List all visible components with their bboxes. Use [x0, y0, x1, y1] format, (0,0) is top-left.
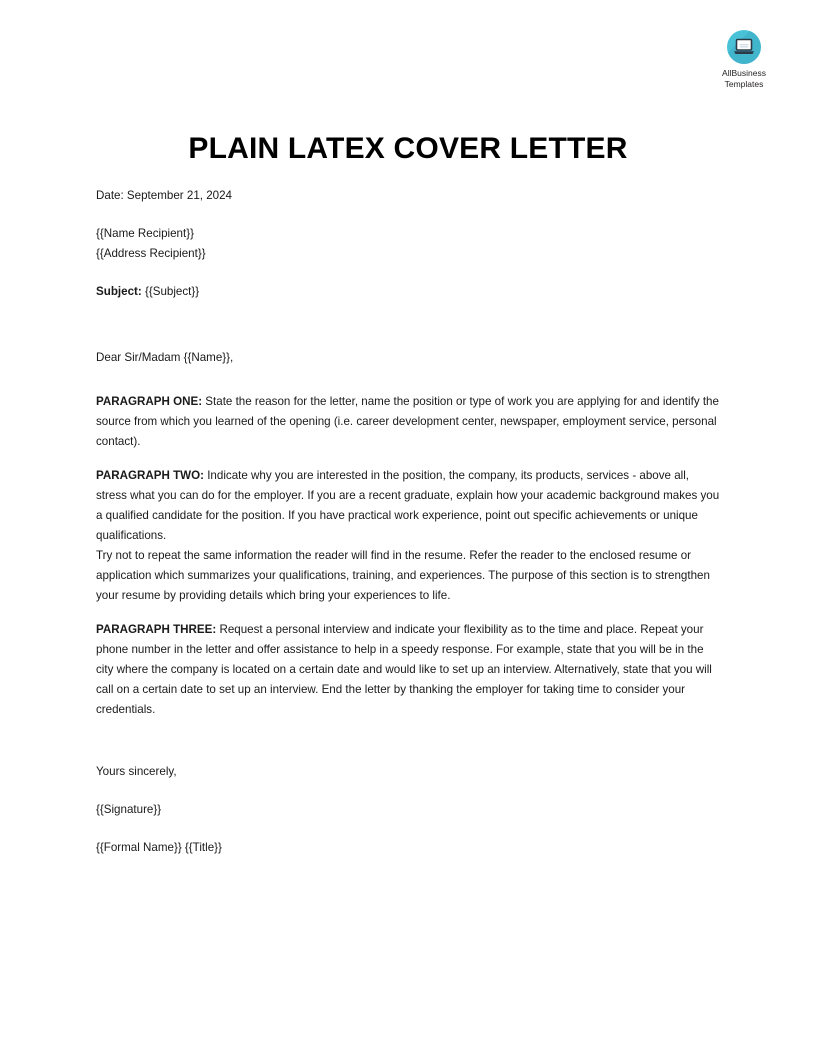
spacer [96, 820, 720, 838]
brand-logo [696, 30, 792, 90]
spacer [96, 782, 720, 800]
signature-placeholder: {{Signature}} [96, 803, 162, 816]
brand-name [722, 68, 766, 90]
paragraph-three [96, 620, 720, 720]
paragraph-one [96, 392, 720, 452]
salutation: Dear Sir/Madam {{Name}}, [96, 351, 234, 364]
spacer [96, 264, 720, 282]
subject-line [96, 282, 720, 302]
paragraph-two-continuation: Try not to repeat the same information the reader will find in the resume. Refer the reader to the enclosed resume or application which summarizes your qualifications, training, and experiences. The purpose of this section is to strengthen your resume by providing details which bring your experiences to life. [96, 549, 710, 602]
spacer [96, 302, 720, 348]
laptop-icon [727, 30, 761, 64]
paragraph-two-text: Indicate why you are interested in the position, the company, its products, services - above all, stress what you can do for the employer. If you are a recent graduate, explain how your academic background makes you a qualified candidate for the position. If you have practical work experience, point out specific achievements or unique qualifications. [96, 469, 720, 542]
paragraph-two-label: PARAGRAPH TWO: [96, 469, 204, 482]
spacer [96, 720, 720, 762]
spacer [96, 368, 720, 392]
letter-body [96, 186, 720, 858]
page-title: PLAIN LATEX COVER LETTER [188, 132, 628, 166]
paragraph-two [96, 466, 720, 606]
brand-name-line-1: AllBusiness [722, 68, 766, 78]
subject-label: Subject: [96, 285, 142, 298]
closing-salutation: Yours sincerely, [96, 765, 177, 778]
paragraph-three-text: Request a personal interview and indicate your flexibility as to the time and place. Repeat your phone number in the letter and offer assistance to help in a speedy response. For example, state that you will be in the city where the company is located on a certain date and would like to set up an interview. Alternatively, state that you will call on a certain date to set up an interview. End the letter by thanking the employer for taking time to consider your credentials. [96, 623, 712, 716]
letter-date: Date: September 21, 2024 [96, 189, 232, 202]
spacer [96, 206, 720, 224]
formal-name-title: {{Formal Name}} {{Title}} [96, 841, 222, 854]
paragraph-three-label: PARAGRAPH THREE: [96, 623, 217, 636]
paragraph-one-label: PARAGRAPH ONE: [96, 395, 203, 408]
recipient-address: {{Address Recipient}} [96, 247, 206, 260]
brand-name-line-2: Templates [724, 79, 764, 89]
subject-value: {{Subject}} [141, 285, 200, 298]
paragraph-one-text: State the reason for the letter, name the position or type of work you are applying for and identify the source from which you learned of the opening (i.e. career development center, newspaper, employment service, personal contact). [96, 395, 719, 448]
closing-block [96, 762, 720, 858]
recipient-name: {{Name Recipient}} [96, 227, 194, 240]
